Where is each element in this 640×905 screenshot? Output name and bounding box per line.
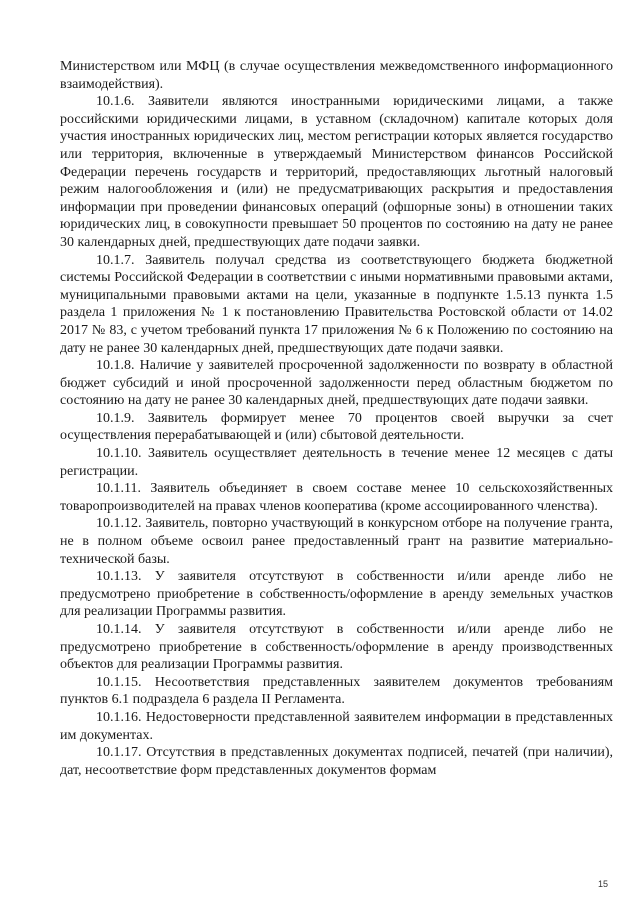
paragraph-10-1-12: 10.1.12. Заявитель, повторно участвующий в конкурсном отборе на получение гранта, не в полном объеме освоил ранее предоставленный грант на развитие материально-технической базы. — [60, 516, 613, 567]
paragraph-10-1-6: 10.1.6. Заявители являются иностранными юридическими лицами, а также российскими юридическими лицами, в уставном (складочном) капитале которых доля участия иностранных юридических лиц, местом регистрации которых является государство или территория, включенные в утверждаемый Министерством финансов Российской Федерации перечень государств и территорий, предоставляющих льготный налоговый режим налогообложения и (или) не предусматривающих раскрытия и предоставления информации при проведении финансовых операций (офшорные зоны) в отношении таких юридических лиц, в совокупности превышает 50 процентов по состоянию на дату не ранее 30 календарных дней, предшествующих дате подачи заявки. — [60, 94, 613, 250]
paragraph-10-1-7: 10.1.7. Заявитель получал средства из соответствующего бюджета бюджетной системы Российской Федерации в соответствии с иными нормативными правовыми актами, муниципальными правовыми актами на цели, указанные в подпункте 1.5.13 пункта 1.5 раздела 1 приложения № 1 к постановлению Правительства Ростовской области от 14.02 2017 № 83, с учетом требований пункта 17 приложения № 6 к Положению по состоянию на дату не ранее 30 календарных дней, предшествующих дате подачи заявки. — [60, 252, 613, 356]
paragraph-continuation: Министерством или МФЦ (в случае осуществления межведомственного информационного взаимодействия). — [60, 59, 613, 92]
paragraph-10-1-14: 10.1.14. У заявителя отсутствуют в собственности и/или аренде либо не предусмотрено приобретение в собственность/оформление в аренду производственных объектов для реализации Программы развития. — [60, 622, 613, 673]
paragraph-10-1-17: 10.1.17. Отсутствия в представленных документах подписей, печатей (при наличии), дат, несоответствие форм представленных документов формам — [60, 745, 613, 778]
paragraph-10-1-15: 10.1.15. Несоответствия представленных заявителем документов требованиям пунктов 6.1 подраздела 6 раздела II Регламента. — [60, 674, 613, 708]
document-page — [60, 58, 613, 779]
paragraph-10-1-9: 10.1.9. Заявитель формирует менее 70 процентов своей выручки за счет осуществления перерабатывающей и (или) сбытовой деятельности. — [60, 410, 613, 444]
paragraph-10-1-11: 10.1.11. Заявитель объединяет в своем составе менее 10 сельскохозяйственных товаропроизводителей на правах членов кооператива (кроме ассоциированного членства). — [60, 481, 613, 514]
paragraph-10-1-10: 10.1.10. Заявитель осуществляет деятельность в течение менее 12 месяцев с даты регистрации. — [60, 446, 613, 479]
paragraph-10-1-16: 10.1.16. Недостоверности представленной заявителем информации в представленных им документах. — [60, 709, 613, 743]
paragraph-10-1-8: 10.1.8. Наличие у заявителей просроченной задолженности по возврату в областной бюджет субсидий и иной просроченной задолженности перед областным бюджетом по состоянию на дату не ранее 30 календарных дней, предшествующих дате подачи заявки. — [60, 358, 613, 409]
page-number: 15 — [597, 879, 608, 889]
paragraph-10-1-13: 10.1.13. У заявителя отсутствуют в собственности и/или аренде либо не предусмотрено приобретение в собственность/оформление в аренду земельных участков для реализации Программы развития. — [60, 569, 613, 620]
